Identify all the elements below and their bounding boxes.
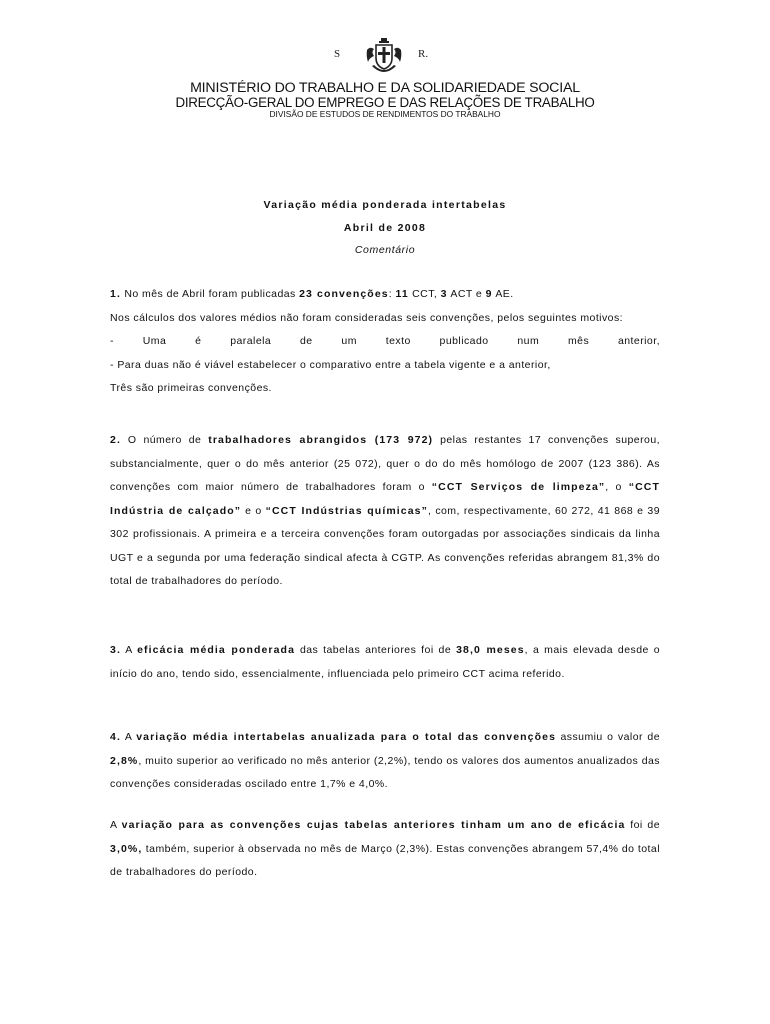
- section-number: 3.: [110, 644, 121, 656]
- word: -: [110, 335, 114, 347]
- bold-run: trabalhadores abrangidos (173 972): [208, 434, 434, 446]
- text-run: das tabelas anteriores foi de: [295, 644, 457, 656]
- text-run: , muito superior ao verificado no mês anterior (2,2%), tendo os valores dos aumentos anualizados das convenções consideradas oscilado entre 1,7% e 4,0%.: [110, 754, 660, 790]
- text-run: AE.: [492, 288, 514, 300]
- text-run: pelas restantes 17 convenções superou, substancialmente, quer o do mês anterior (25 072), quer o do do mês homólogo de 2007 (123 386). As convenções com maior número de trabalhadores foram o: [110, 434, 660, 493]
- document-title: Variação média ponderada intertabelas: [263, 199, 507, 211]
- document-period: Abril de 2008: [343, 222, 427, 234]
- bold-run: “CCT Indústria de calçado”: [110, 481, 660, 517]
- word: anterior,: [617, 335, 660, 347]
- word: num: [517, 335, 540, 347]
- text-run: O número de: [120, 434, 209, 446]
- bold-run: 3,0%,: [110, 842, 143, 855]
- bold-run: variação média intertabelas anualizada para o total das convenções: [136, 731, 557, 743]
- word: um: [341, 335, 357, 347]
- bold-run: 38,0 meses: [456, 644, 525, 656]
- word: mês: [567, 335, 590, 347]
- text-run: assumiu o valor de: [556, 731, 660, 743]
- text-run: , o: [605, 481, 629, 493]
- ministry-heading: MINISTÉRIO DO TRABALHO E DA SOLIDARIEDADE SOCIAL: [190, 80, 580, 96]
- section-1-exclusions: Nos cálculos dos valores médios não foram consideradas seis convenções, pelos seguintes motivos:: [110, 311, 624, 324]
- bold-run: variação para as convenções cujas tabelas anteriores tinham um ano de eficácia: [121, 819, 626, 831]
- text-run: , a mais elevada desde o início do ano, tendo sido, essencialmente, influenciada pelo primeiro CCT acima referido.: [110, 644, 660, 680]
- coat-of-arms-icon: [364, 36, 404, 76]
- header-emblem: [330, 36, 440, 80]
- section-1: [110, 283, 660, 401]
- section-1-line-1: [110, 283, 660, 307]
- text-run: CCT,: [408, 288, 441, 300]
- section-1-dash-item-1: [110, 330, 660, 354]
- word: é: [195, 335, 202, 347]
- section-2: [110, 429, 660, 594]
- text-run: e o: [241, 504, 266, 517]
- section-1-dash-item-3: Três são primeiras convenções.: [110, 382, 272, 394]
- bold-run: 2,8%: [110, 754, 139, 767]
- directorate-heading: DIRECÇÃO-GERAL DO EMPREGO E DAS RELAÇÕES DE TRABALHO: [175, 95, 595, 110]
- division-heading: DIVISÃO DE ESTUDOS DE RENDIMENTOS DO TRABALHO: [269, 109, 501, 119]
- section-1-dash-item-2: - Para duas não é viável estabelecer o comparativo entre a tabela vigente e a anterior,: [110, 358, 551, 371]
- text-run: No mês de Abril foram publicadas: [120, 288, 300, 300]
- document-subtitle: Comentário: [354, 244, 416, 256]
- section-5: [110, 814, 660, 885]
- bold-run: 23 convenções: [299, 288, 389, 300]
- text-run: A: [120, 731, 137, 743]
- word: de: [300, 335, 313, 347]
- text-run: foi de: [625, 819, 660, 831]
- word: Uma: [142, 335, 167, 347]
- text-run: também, superior à observada no mês de Março (2,3%). Estas convenções abrangem 57,4% do total de trabalhadores do período.: [110, 842, 660, 878]
- emblem-letter-s: S: [334, 48, 341, 60]
- section-3: [110, 639, 660, 686]
- text-run: A: [120, 644, 138, 656]
- section-number: 1.: [110, 288, 121, 300]
- word: paralela: [230, 335, 272, 347]
- word: texto: [385, 335, 411, 347]
- bold-run: eficácia média ponderada: [137, 644, 296, 656]
- section-number: 2.: [110, 434, 121, 446]
- text-run: :: [388, 288, 396, 300]
- bold-run: “CCT Indústrias químicas”: [265, 504, 428, 517]
- bold-run: 9: [485, 288, 493, 300]
- section-4: [110, 726, 660, 797]
- bold-run: 11: [395, 288, 409, 300]
- bold-run: 3: [440, 288, 448, 300]
- emblem-letter-r: R.: [418, 48, 429, 60]
- text-run: , com, respectivamente, 60 272, 41 868 e 39 302 profissionais. A primeira e a terceira convenções foram outorgadas por associações sindicais da linha UGT e a segunda por uma federação sindical afecta à CGTP. As convenções referidas abrangem 81,3% do total de trabalhadores do período.: [110, 504, 660, 587]
- text-run: A: [110, 819, 122, 831]
- bold-run: “CCT Serviços de limpeza”: [431, 481, 606, 493]
- section-number: 4.: [110, 731, 121, 743]
- text-run: ACT e: [447, 288, 486, 300]
- word: publicado: [439, 335, 489, 347]
